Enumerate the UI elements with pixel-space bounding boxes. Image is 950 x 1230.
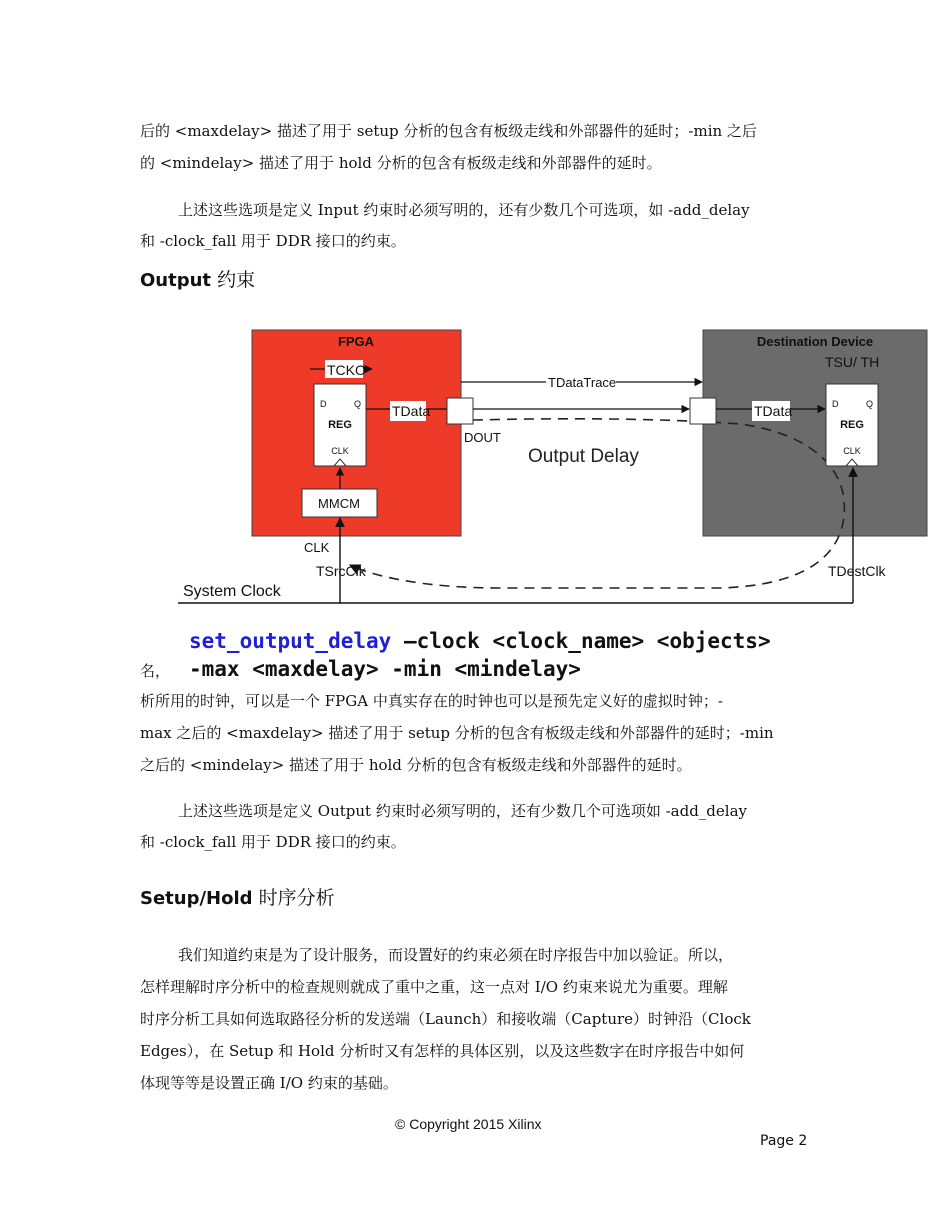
destination-title: Destination Device [756, 334, 874, 349]
setup-hold-heading [140, 886, 335, 911]
tdata-left-label: TData [392, 403, 431, 419]
paragraph-3-line-1: 析所用的时钟，可以是一个 FPGA 中真实存在的时钟也可以是预先定义好的虚拟时钟；- [140, 692, 723, 710]
destination-reg-clk: CLK [843, 446, 861, 456]
setup-hold-heading-bold: Setup/Hold [140, 888, 253, 909]
fpga-reg-d: D [320, 399, 327, 409]
tsu-th-label: TSU/ TH [825, 354, 880, 370]
tsrcclk-label: TSrcClk [316, 563, 366, 579]
clk-label: CLK [304, 540, 330, 555]
paragraph-1-line-2: 的 <mindelay> 描述了用于 hold 分析的包含有板级走线和外部器件的延时。 [140, 154, 662, 172]
setup-hold-heading-rest: 时序分析 [252, 887, 335, 909]
paragraph-3-line-2: max 之后的 <maxdelay> 描述了用于 setup 分析的包含有板级走线和外部器件的延时；-min [140, 724, 774, 742]
code-line-2: -max <maxdelay> -min <mindelay> [189, 657, 581, 681]
mmcm-label: MMCM [318, 496, 360, 511]
tdata-right-label: TData [754, 403, 793, 419]
destination-reg-label: REG [840, 419, 864, 431]
paragraph-5-line-4: Edges），在 Setup 和 Hold 分析时又有怎样的具体区别，以及这些数字在时序报告中如何 [140, 1042, 745, 1060]
fpga-title: FPGA [337, 334, 375, 349]
page-number: Page 2 [760, 1133, 808, 1149]
destination-reg-d: D [832, 399, 839, 409]
system-clock-label: System Clock [183, 583, 281, 600]
tcko-label: TCKO [327, 362, 366, 378]
destination-reg-q: Q [866, 399, 874, 409]
paragraph-1-line-1: 后的 <maxdelay> 描述了用于 setup 分析的包含有板级走线和外部器件的延时；-min 之后 [140, 122, 757, 140]
fpga-reg-clk: CLK [331, 446, 349, 456]
paragraph-3-line-3: 之后的 <mindelay> 描述了用于 hold 分析的包含有板级走线和外部器件的延时。 [140, 756, 692, 774]
paragraph-2-line-1: 上述这些选项是定义 Input 约束时必须写明的，还有少数几个可选项，如 -add_delay [178, 201, 750, 219]
paragraph-5-line-3: 时序分析工具如何选取路径分析的发送端（Launch）和接收端（Capture）时钟沿（Clock [140, 1010, 751, 1028]
destination-device-block [703, 330, 927, 536]
dout-label: DOUT [464, 430, 501, 445]
paragraph-4-line-1: 上述这些选项是定义 Output 约束时必须写明的，还有少数几个可选项如 -add_delay [178, 802, 747, 820]
dout-pad [447, 398, 473, 424]
code-prefix: 名， [140, 662, 171, 680]
code-line-1 [189, 628, 771, 654]
paragraph-5-line-1: 我们知道约束是为了设计服务，而设置好的约束必须在时序报告中加以验证。所以， [178, 946, 734, 964]
code-line-1-rest: –clock <clock_name> <objects> [391, 629, 771, 653]
tdatatrace-label: TDataTrace [548, 375, 617, 390]
code-keyword: set_output_delay [189, 629, 392, 653]
paragraph-5-line-5: 体现等等是设置正确 I/O 约束的基础。 [140, 1074, 398, 1092]
destination-pad [690, 398, 716, 424]
paragraph-5-line-2: 怎样理解时序分析中的检查规则就成了重中之重，这一点对 I/O 约束来说尤为重要。理解 [140, 978, 728, 996]
output-heading-rest: 约束 [211, 269, 256, 291]
fpga-reg-q: Q [354, 399, 362, 409]
fpga-reg-label: REG [328, 419, 352, 431]
copyright-footer: © Copyright 2015 Xilinx [395, 1116, 542, 1132]
paragraph-2-line-2: 和 -clock_fall 用于 DDR 接口的约束。 [140, 232, 406, 250]
paragraph-4-line-2: 和 -clock_fall 用于 DDR 接口的约束。 [140, 833, 406, 851]
output-delay-label: Output Delay [528, 446, 639, 467]
tdestclk-label: TDestClk [828, 563, 886, 579]
output-heading-bold: Output [140, 270, 212, 291]
